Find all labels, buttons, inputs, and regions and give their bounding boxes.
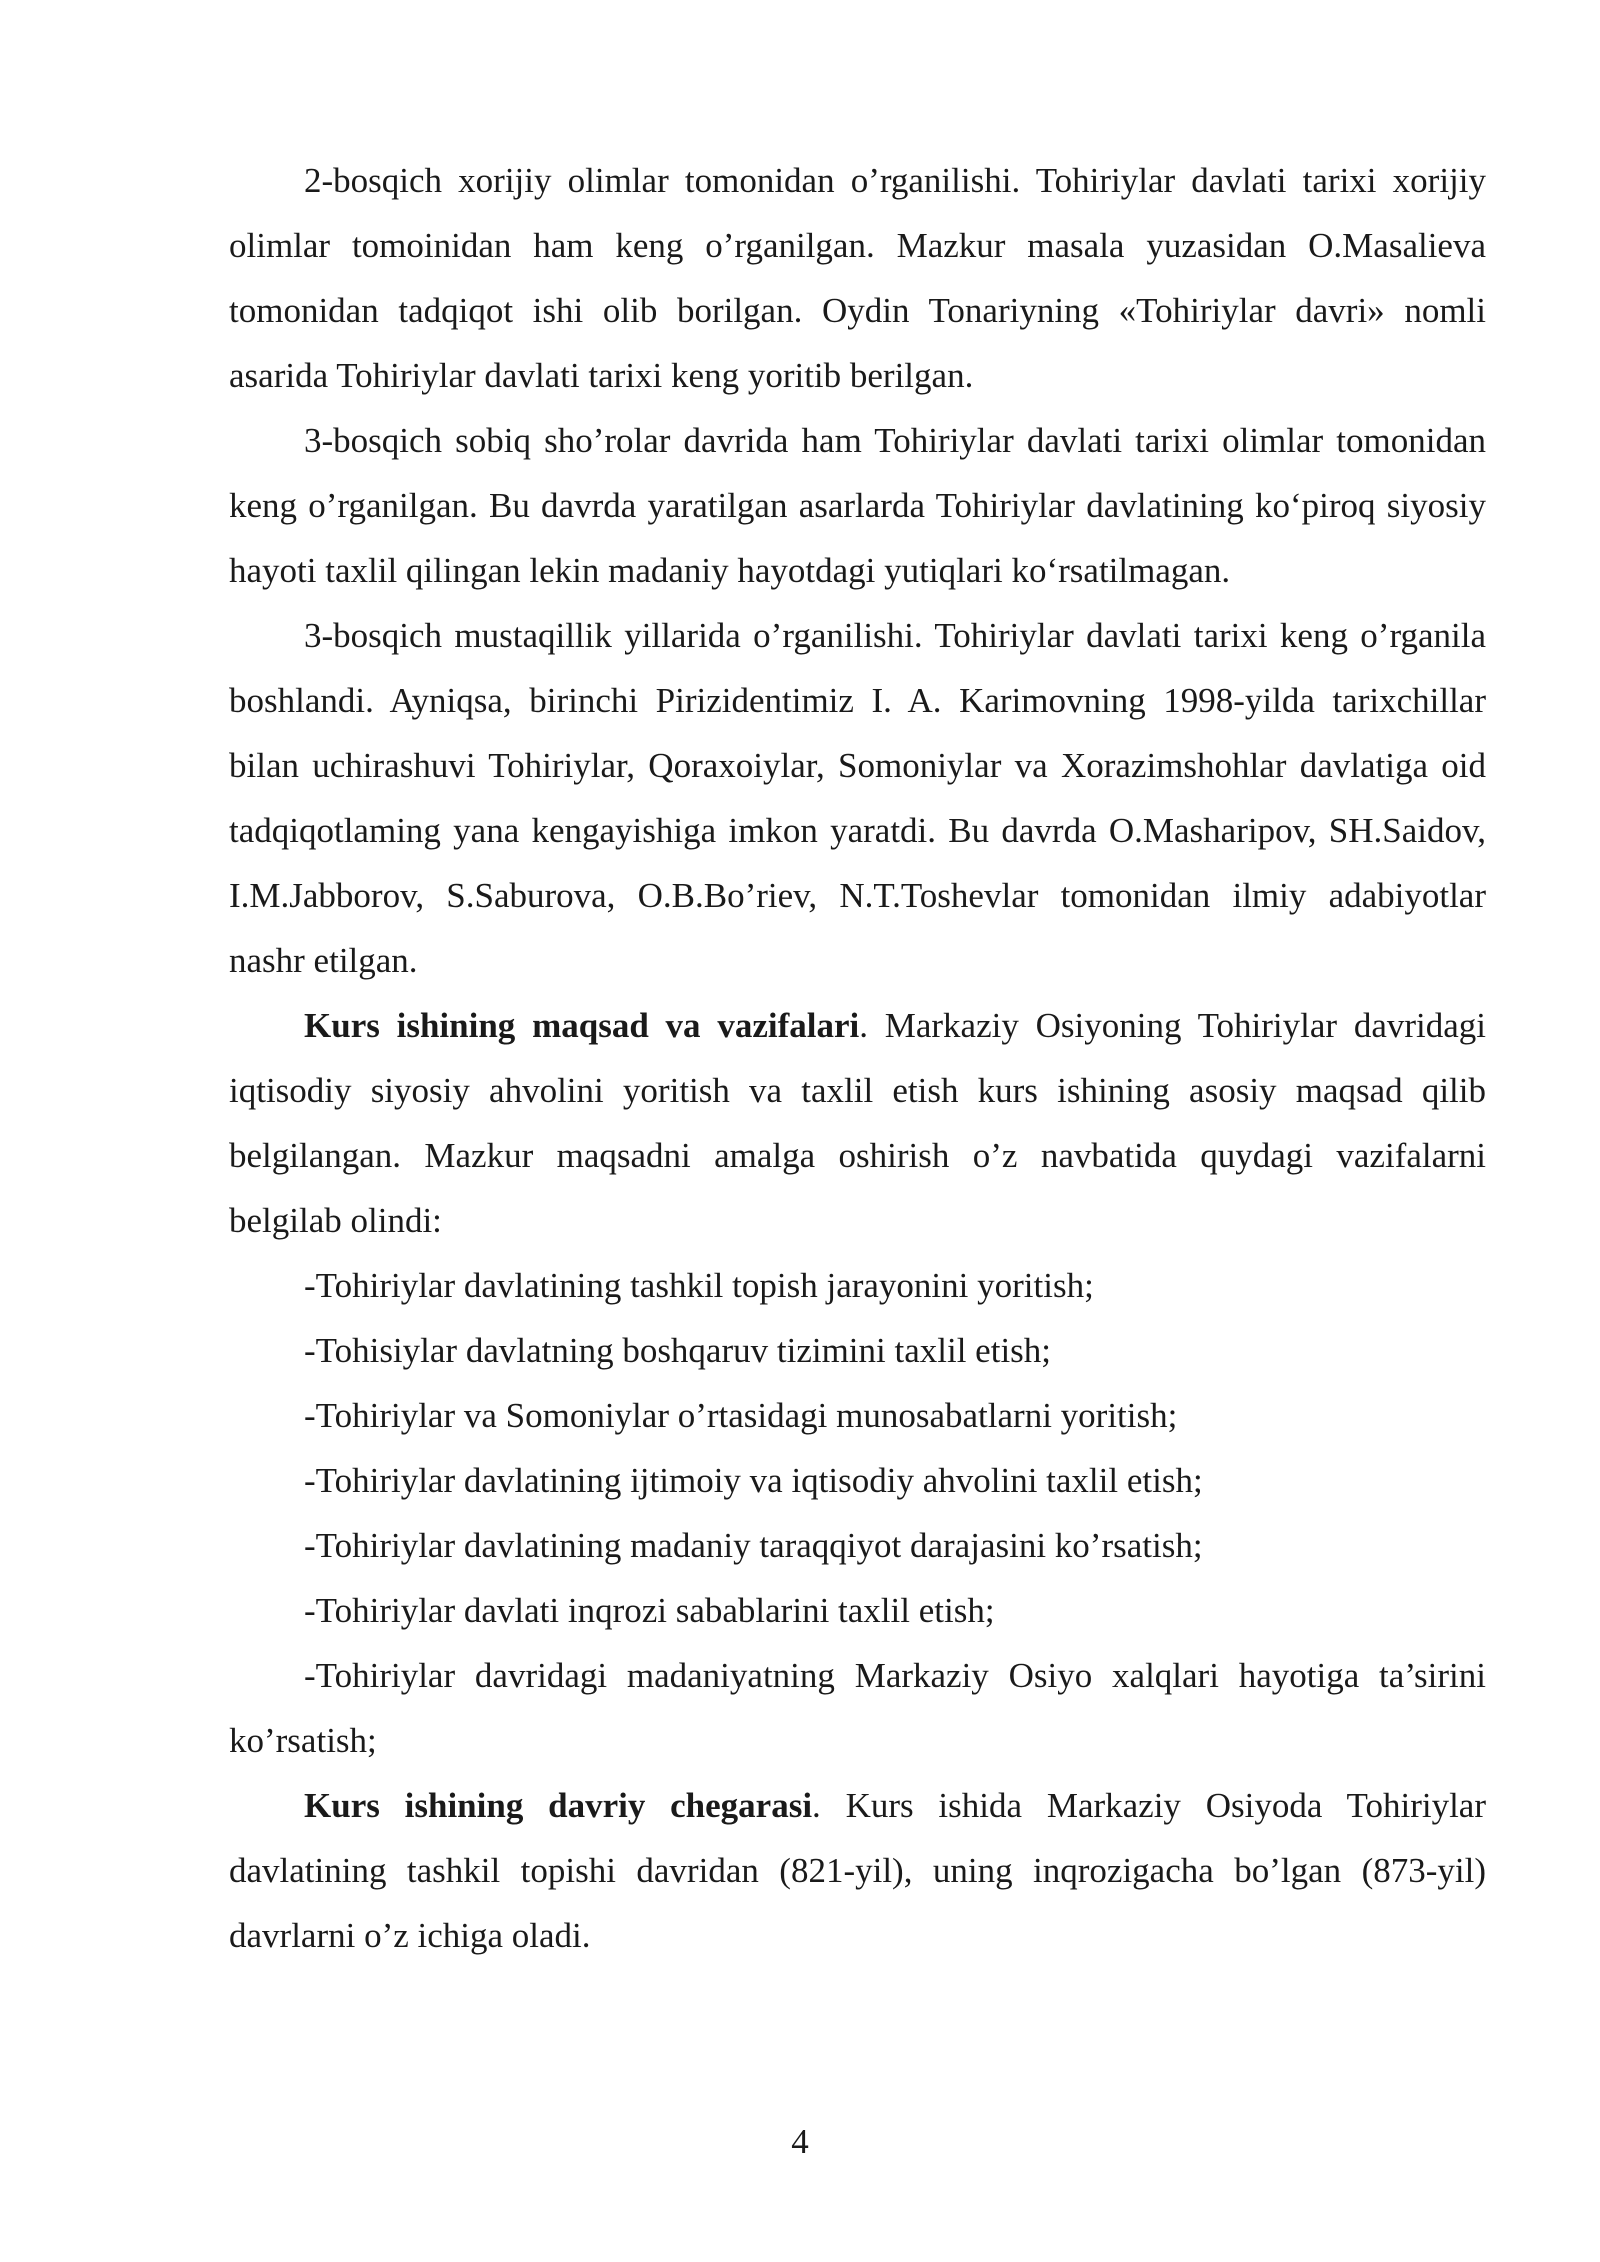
task-item: -Tohiriylar va Somoniylar o’rtasidagi munosabatlarni yoritish; <box>304 1396 1178 1435</box>
document-body <box>229 148 1486 1968</box>
task-item: -Tohiriylar davlatining ijtimoiy va iqtisodiy ahvolini taxlil etish; <box>304 1461 1203 1500</box>
goals-text: . Markaziy Osiyoning Tohiriylar davridagi iqtisodiy siyosiy ahvolini yoritish va taxlil etish kurs ishining asosiy maqsad qilib belgilangan. Mazkur maqsadni amalga oshirish o’z navbatida quydagi vazifalarni belgilab olindi: <box>229 1006 1486 1240</box>
page-number: 4 <box>791 2122 809 2161</box>
paragraph-chronological-scope <box>229 1773 1486 1968</box>
task-item: -Tohiriylar davlati inqrozi sabablarini taxlil etish; <box>304 1591 995 1630</box>
paragraph-goals <box>229 993 1486 1253</box>
scope-heading: Kurs ishining davriy chegarasi <box>304 1786 813 1825</box>
task-item: -Tohiriylar davlatining tashkil topish jarayonini yoritish; <box>304 1266 1094 1305</box>
task-item: -Tohiriylar davlatining madaniy taraqqiyot darajasini ko’rsatish; <box>304 1526 1203 1565</box>
goals-heading: Kurs ishining maqsad va vazifalari <box>304 1006 860 1045</box>
paragraph-stage-3-independence: 3-bosqich mustaqillik yillarida o’rganilishi. Tohiriylar davlati tarixi keng o’rganila boshlandi. Ayniqsa, birinchi Pirizidentimiz I. A. Karimovning 1998-yilda tarixchillar bilan uchirashuvi Tohiriylar, Qoraxoiylar, Somoniylar va Xorazimshohlar davlatiga oid tadqiqotlaming yana kengayishiga imkon yaratdi. Bu davrda O.Masharipov, SH.Saidov, I.M.Jabborov, S.Saburova, O.B.Bo’riev, N.T.Toshevlar tomonidan ilmiy adabiyotlar nashr etilgan. <box>229 616 1486 980</box>
scope-text: . Kurs ishida Markaziy Osiyoda Tohiriylar davlatining tashkil topishi davridan (821-yil), uning inqrozigacha bo’lgan (873-yil) davrlarni o’z ichiga oladi. <box>229 1786 1486 1955</box>
paragraph-stage-3-soviet: 3-bosqich sobiq sho’rolar davrida ham Tohiriylar davlati tarixi olimlar tomonidan keng o’rganilgan. Bu davrda yaratilgan asarlarda Tohiriylar davlatining koʻpiroq siyosiy hayoti taxlil qilingan lekin madaniy hayotdagi yutiqlari koʻrsatilmagan. <box>229 421 1486 590</box>
task-item: -Tohiriylar davridagi madaniyatning Markaziy Osiyo xalqlari hayotiga ta’sirini ko’rsatish; <box>229 1656 1486 1760</box>
task-item: -Tohisiylar davlatning boshqaruv tizimini taxlil etish; <box>304 1331 1052 1370</box>
paragraph-stage-2: 2-bosqich xorijiy olimlar tomonidan o’rganilishi. Tohiriylar davlati tarixi xorijiy olimlar tomoinidan ham keng o’rganilgan. Mazkur masala yuzasidan O.Masalieva tomonidan tadqiqot ishi olib borilgan. Oydin Tonariyning «Tohiriylar davri» nomli asarida Tohiriylar davlati tarixi keng yoritib berilgan. <box>229 161 1486 395</box>
